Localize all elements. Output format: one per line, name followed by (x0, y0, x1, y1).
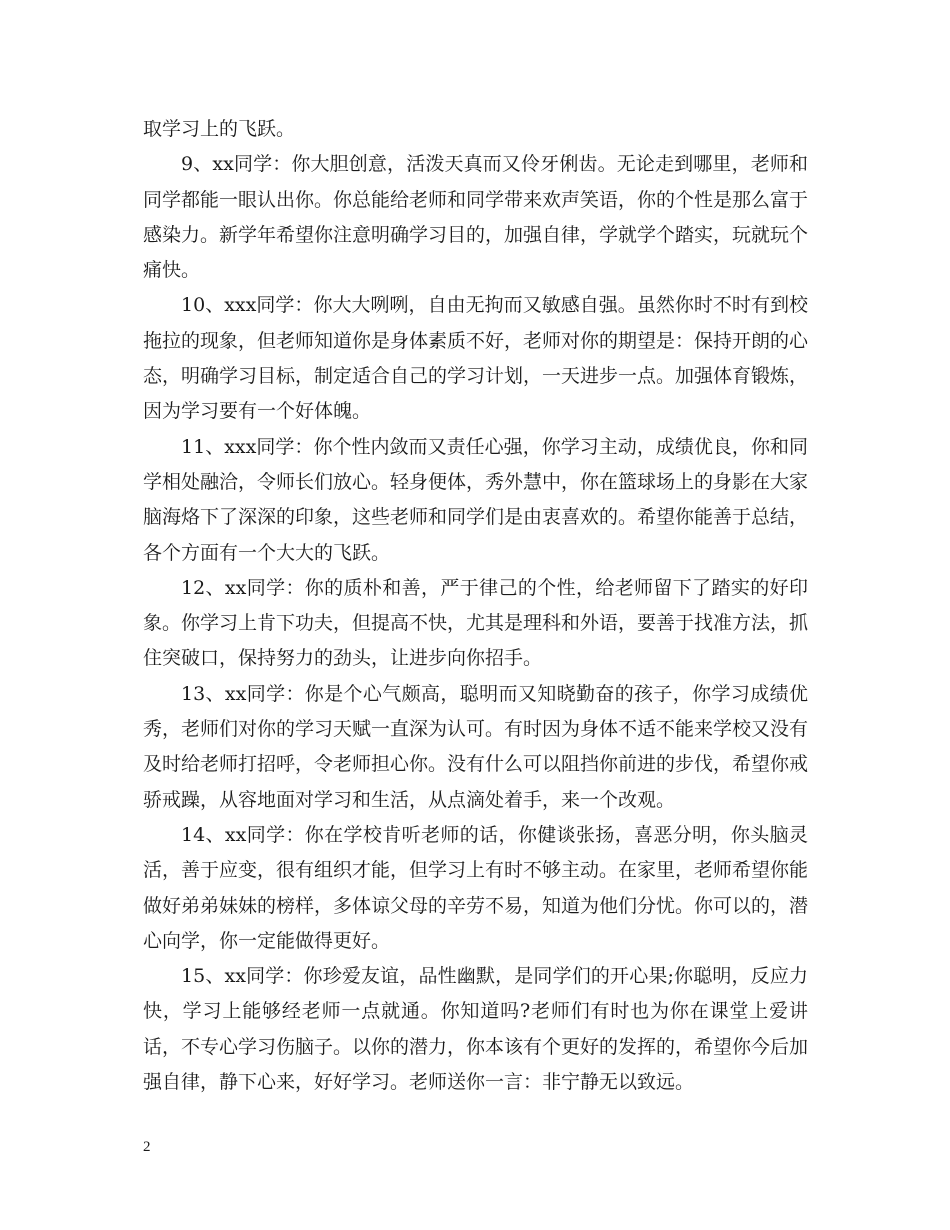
paragraph-comment-13: 13、xx同学：你是个心气颇高，聪明而又知晓勤奋的孩子，你学习成绩优秀，老师们对你的学习天赋一直深为认可。有时因为身体不适不能来学校又没有及时给老师打招呼，令老师担心你。没有什么可以阻挡你前进的步伐，希望你戒骄戒躁，从容地面对学习和生活，从点滴处着手，来一个改观。 (143, 682, 809, 811)
page-number: 2 (143, 1139, 151, 1155)
paragraph-comment-15: 15、xx同学：你珍爱友谊，品性幽默，是同学们的开心果;你聪明，反应力快，学习上能够经老师一点就通。你知道吗?老师们有时也为你在课堂上爱讲话，不专心学习伤脑子。以你的潜力，你本该有个更好的发挥的，希望你今后加强自律，静下心来，好好学习。老师送你一言：非宁静无以致远。 (143, 965, 809, 1094)
paragraph-comment-14: 14、xx同学：你在学校肯听老师的话，你健谈张扬，喜恶分明，你头脑灵活，善于应变，很有组织才能，但学习上有时不够主动。在家里，老师希望你能做好弟弟妹妹的榜样，多体谅父母的辛劳不易，知道为他们分忧。你可以的，潜心向学，你一定能做得更好。 (143, 823, 809, 952)
paragraph-continuation: 取学习上的飞跃。 (143, 118, 296, 140)
paragraph-comment-11: 11、xxx同学：你个性内敛而又责任心强，你学习主动，成绩优良，你和同学相处融洽，令师长们放心。轻身便体，秀外慧中，你在篮球场上的身影在大家脑海烙下了深深的印象，这些老师和同学们是由衷喜欢的。希望你能善于总结，各个方面有一个大大的飞跃。 (143, 435, 809, 564)
paragraph-comment-10: 10、xxx同学：你大大咧咧，自由无拘而又敏感自强。虽然你时不时有到校拖拉的现象，但老师知道你是身体素质不好，老师对你的期望是：保持开朗的心态，明确学习目标，制定适合自己的学习计划，一天进步一点。加强体育锻炼，因为学习要有一个好体魄。 (143, 294, 809, 423)
paragraph-comment-12: 12、xx同学：你的质朴和善，严于律己的个性，给老师留下了踏实的好印象。你学习上肯下功夫，但提高不快，尤其是理科和外语，要善于找准方法，抓住突破口，保持努力的劲头，让进步向你招手。 (143, 576, 809, 670)
document-body (143, 112, 808, 1100)
paragraph-comment-9: 9、xx同学：你大胆创意，活泼天真而又伶牙俐齿。无论走到哪里，老师和同学都能一眼认出你。你总能给老师和同学带来欢声笑语，你的个性是那么富于感染力。新学年希望你注意明确学习目的，加强自律，学就学个踏实，玩就玩个痛快。 (143, 153, 809, 282)
